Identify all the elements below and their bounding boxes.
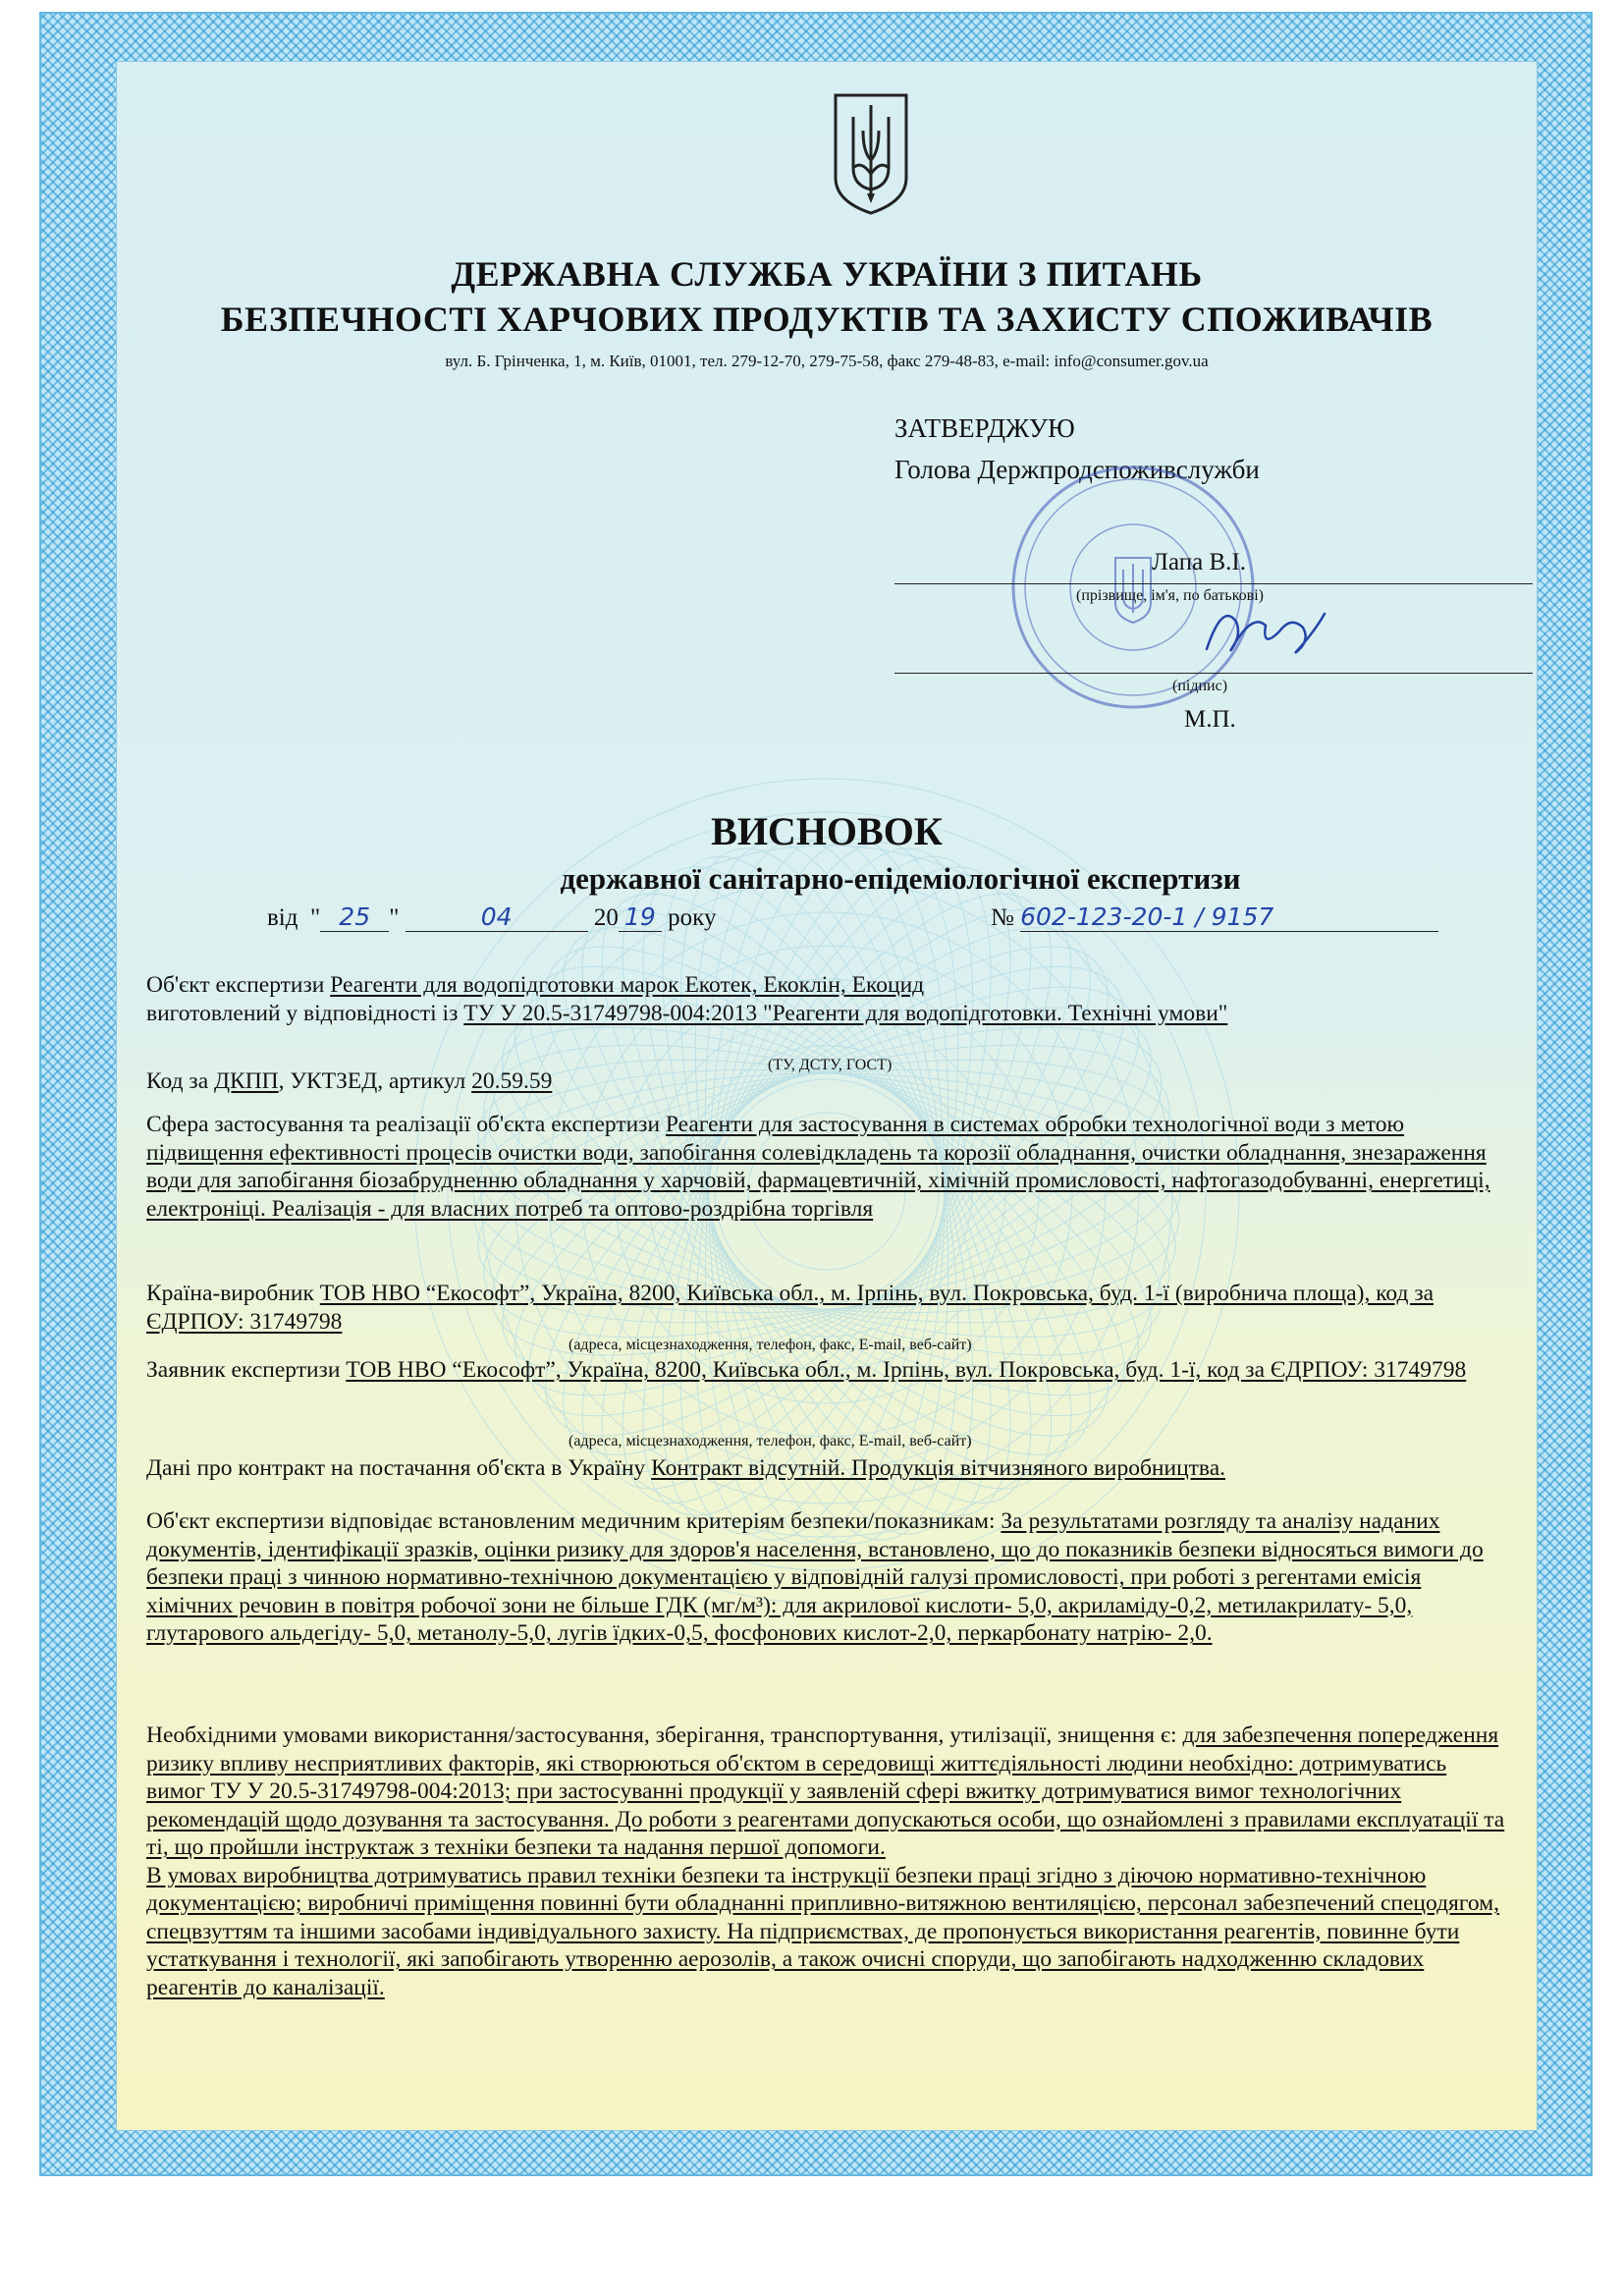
contract-label: Дані про контракт на постачання об'єкта в Україну (146, 1455, 646, 1481)
approver-name: Лапа В.І. (1152, 549, 1246, 575)
object-section (146, 971, 1511, 1027)
applicant-label: Заявник експертизи (146, 1357, 341, 1383)
registration-number (991, 902, 1438, 932)
certificate-sheet (116, 61, 1538, 2131)
document-title: ВИСНОВОК (711, 809, 943, 853)
name-line-hint: (прізвище, ім'я, по батькові) (1076, 587, 1264, 604)
producer-hint: (адреса, місцезнаходження, телефон, факс, E-mail, веб-сайт) (568, 1337, 972, 1353)
agency-address: вул. Б. Грінченка, 1, м. Київ, 01001, тел. 279-12-70, 279-75-58, факс 279-48-83, e-mail: info@consumer.gov.ua (445, 352, 1209, 370)
name-line (894, 583, 1533, 584)
approve-label: ЗАТВЕРДЖУЮ (894, 413, 1075, 443)
conditions-label: Необхідними умовами використання/застосування, зберігання, транспортування, утилізації, знищення є: (146, 1722, 1177, 1748)
signature-line (894, 673, 1533, 674)
document-subtitle: державної санітарно-епідеміологічної експертизи (560, 861, 1241, 896)
scope-value: Реагенти для застосування в системах обробки технологічної води з метою підвищення ефективності процесів очистки води, запобігання солевідкладень та корозії обладнання, очистки обладнання, знезараження води для запобігання біозабрудненню обладнання у харчовій, фармацевтичній, хімічній промисловості, нафтогазодобуванні, енергетиці, електроніці. Реалізація - для власних потреб та оптово-роздрібна торгівля (146, 1112, 1490, 1222)
date-year-word: року (668, 904, 717, 931)
made-label: виготовлений у відповідності із (146, 1000, 459, 1026)
handwritten-signature (1193, 592, 1330, 671)
contract-value: Контракт відсутній. Продукція вітчизняного виробництва. (651, 1455, 1226, 1481)
date-line (267, 902, 716, 932)
date-month: 04 (406, 902, 588, 932)
quote-close: " (389, 904, 400, 931)
conditions-section (146, 1722, 1511, 2001)
approver-position: Голова Держпродспоживслужби (894, 455, 1260, 484)
scope-section (146, 1111, 1511, 1223)
dkpp-label: ДКПП (214, 1068, 279, 1094)
code-label: Код за (146, 1068, 209, 1094)
object-value: Реагенти для водопідготовки марок Екотек, Екоклін, Екоцид (330, 972, 925, 998)
producer-value: ТОВ НВО “Екософт”, Україна, 8200, Київська обл., м. Ірпінь, вул. Покровська, буд. 1-ї (виробнича площа), код за ЄДРПОУ: 31749798 (146, 1281, 1435, 1335)
conditions-value-1: для забезпечення попередження ризику впливу несприятливих факторів, які створюються об'єктом в середовищі життєдіяльності людини необхідно: дотримуватись вимог ТУ У 20.5-31749798-004:2013; при застосуванні продукції у заявленій сфері вжитку дотримуватися вимог технологічних рекомендацій щодо дозування та застосування. До роботи з реагентами допускаються особи, що ознайомлені з правилами експлуатації та ті, що пройшли інструктаж з техніки безпеки та надання першої допомоги. (146, 1722, 1505, 1860)
code-section (146, 1067, 1511, 1096)
contract-section (146, 1454, 1511, 1483)
safety-label: Об'єкт експертизи відповідає встановленим медичним критеріям безпеки/показникам: (146, 1508, 996, 1534)
applicant-value: ТОВ НВО “Екософт”, Україна, 8200, Київська обл., м. Ірпінь, вул. Покровська, буд. 1-ї, код за ЄДРПОУ: 31749798 (346, 1357, 1467, 1383)
date-year-suffix: 19 (619, 902, 662, 932)
safety-value: За результатами розгляду та аналізу наданих документів, ідентифікації зразків, оцінки ризику для здоров'я населення, встановлено, що до показників безпеки відносяться вимоги до безпеки праці з чинною нормативно-технічною документацією у відповідній галузі промисловості, при роботі з регентами емісія хімічних речовин в повітря робочої зони не більше ГДК (мг/м³): для акрилової кислоти- 5,0, акриламіду-0,2, метилакрилату- 5,0, глутарового альдегіду- 5,0, метанолу-5,0, лугів їдких-0,5, фосфонових кислот-2,0, перкарбонату натрію- 2,0. (146, 1508, 1484, 1646)
date-from-label: від (267, 904, 298, 931)
signature-line-hint: (підпис) (1172, 678, 1228, 694)
object-label: Об'єкт експертизи (146, 972, 325, 998)
date-year-prefix: 20 (593, 904, 619, 931)
applicant-section (146, 1356, 1511, 1385)
agency-name-line1: ДЕРЖАВНА СЛУЖБА УКРАЇНИ З ПИТАНЬ (451, 254, 1203, 294)
made-hint: (ТУ, ДСТУ, ГОСТ) (768, 1057, 893, 1073)
document-content (117, 62, 1537, 2130)
code-value: 20.59.59 (471, 1068, 553, 1094)
agency-name-line2: БЕЗПЕЧНОСТІ ХАРЧОВИХ ПРОДУКТІВ ТА ЗАХИСТУ СПОЖИВАЧІВ (220, 300, 1434, 339)
registration-number-value: 602-123-20-1 / 9157 (1020, 902, 1438, 932)
trident-emblem-icon (830, 91, 912, 217)
seal-place-label: М.П. (1184, 706, 1236, 733)
scope-label: Сфера застосування та реалізації об'єкта експертизи (146, 1112, 661, 1137)
code-label-2: , УКТЗЕД, артикул (278, 1068, 466, 1094)
made-value: ТУ У 20.5-31749798-004:2013 "Реагенти для водопідготовки. Технічні умови" (463, 1000, 1228, 1026)
conditions-value-2: В умовах виробництва дотримуватись правил техніки безпеки та інструкції безпеки праці згідно з діючою нормативно-технічною документацією; виробничі приміщення повинні бути обладнанні припливно-витяжною вентиляцією, персонал забезпечений спецодягом, спецвзуттям та іншими засобами індивідуального захисту. На підприємствах, де пропонується використання реагентів, повинне бути устаткування і технології, які запобігають утворенню аерозолів, а також очисні споруди, що запобігають надходженню складових реагентів до каналізації. (146, 1862, 1499, 2000)
producer-section (146, 1280, 1511, 1336)
safety-section (146, 1507, 1511, 1648)
date-day: 25 (320, 902, 389, 932)
producer-label: Країна-виробник (146, 1281, 314, 1306)
number-sign: № (991, 904, 1014, 931)
quote-open: " (309, 904, 321, 931)
applicant-hint: (адреса, місцезнаходження, телефон, факс, E-mail, веб-сайт) (568, 1433, 972, 1449)
